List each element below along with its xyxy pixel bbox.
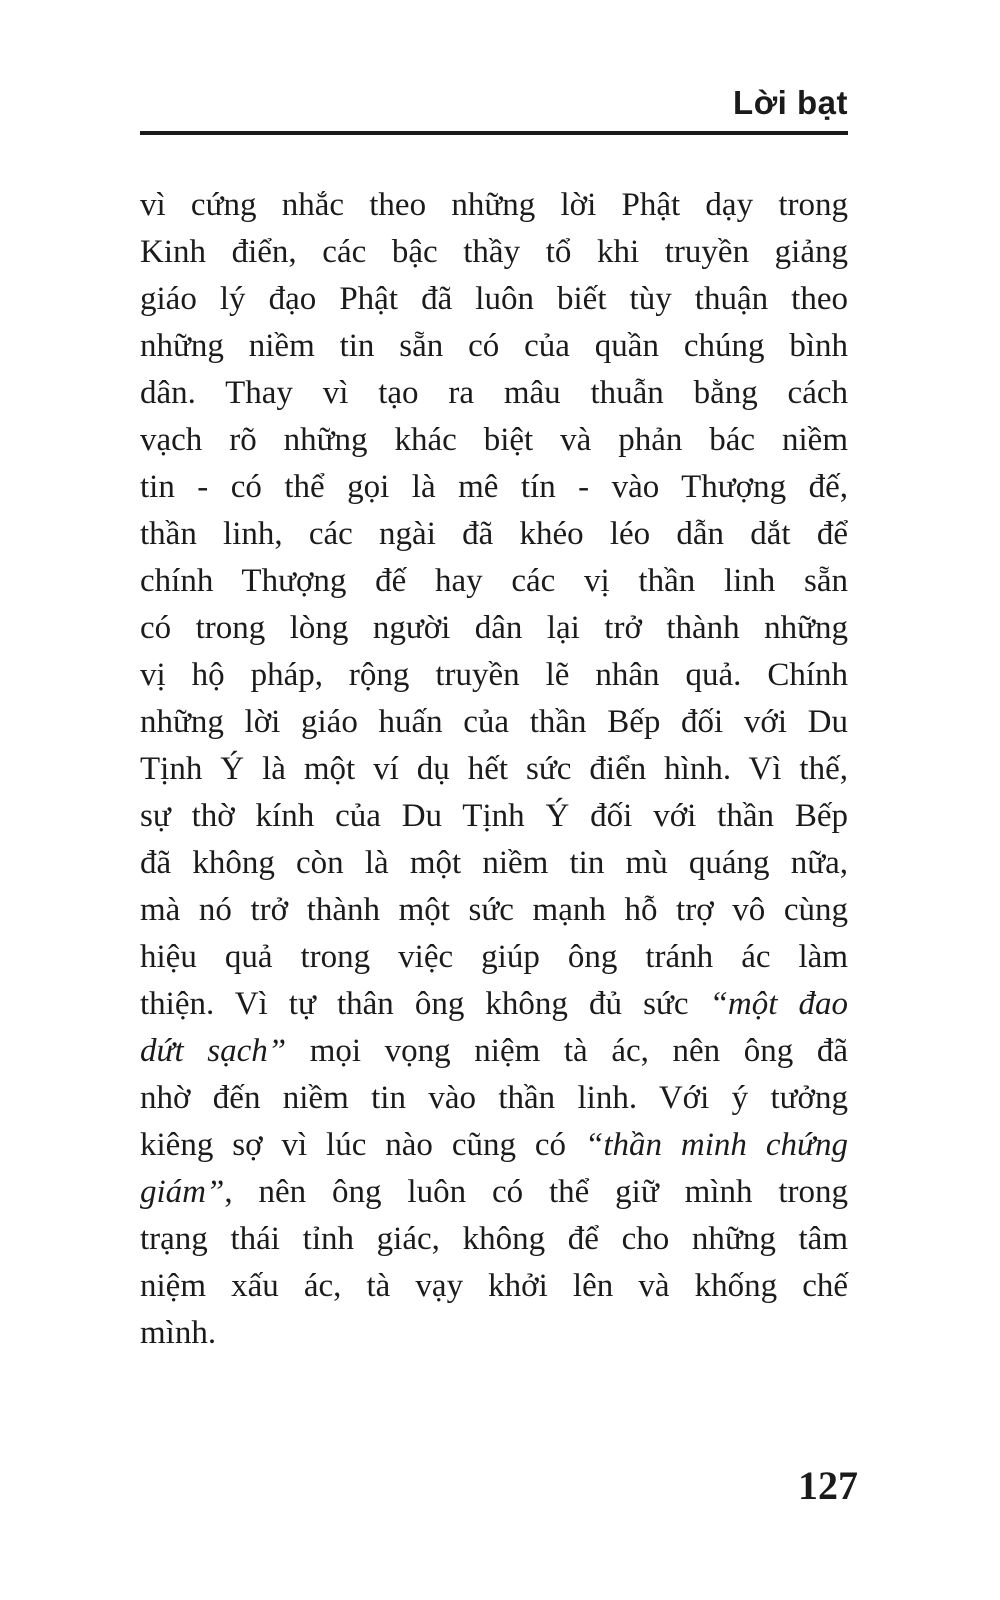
text-line	[140, 1169, 848, 1216]
text-segment: giáo lý đạo Phật đã luôn biết tùy thuận theo	[140, 281, 848, 317]
text-segment: những lời giáo huấn của thần Bếp đối với Du	[140, 704, 848, 740]
text-line	[140, 746, 848, 793]
text-segment: vì cứng nhắc theo những lời Phật dạy trong	[140, 187, 848, 223]
body-text	[140, 182, 848, 1357]
text-segment-italic: dứt sạch”	[140, 1033, 287, 1069]
text-segment: dân. Thay vì tạo ra mâu thuẫn bằng cách	[140, 375, 848, 411]
text-segment: trạng thái tỉnh giác, không để cho những tâm	[140, 1221, 848, 1257]
text-line	[140, 370, 848, 417]
text-segment-italic: “một đao	[709, 986, 848, 1022]
text-line	[140, 934, 848, 981]
text-segment: thần linh, các ngài đã khéo léo dẫn dắt để	[140, 516, 848, 552]
text-line	[140, 793, 848, 840]
text-segment: Kinh điển, các bậc thầy tổ khi truyền giảng	[140, 234, 848, 270]
text-segment: , nên ông luôn có thể giữ mình trong	[224, 1174, 848, 1210]
text-segment: thiện. Vì tự thân ông không đủ sức	[140, 986, 710, 1022]
text-segment: Tịnh Ý là một ví dụ hết sức điển hình. Vì thế,	[140, 751, 848, 787]
text-line	[140, 1310, 848, 1357]
text-line	[140, 558, 848, 605]
text-line	[140, 605, 848, 652]
header-rule	[140, 131, 848, 135]
text-line	[140, 276, 848, 323]
text-line	[140, 699, 848, 746]
text-segment: tin - có thể gọi là mê tín - vào Thượng đế,	[140, 469, 848, 505]
text-line	[140, 229, 848, 276]
text-segment: đã không còn là một niềm tin mù quáng nữa,	[140, 845, 848, 881]
text-line	[140, 323, 848, 370]
text-segment: kiêng sợ vì lúc nào cũng có	[140, 1127, 585, 1163]
text-line	[140, 1216, 848, 1263]
text-line	[140, 511, 848, 558]
text-segment: mọi vọng niệm tà ác, nên ông đã	[286, 1033, 848, 1069]
text-line	[140, 1075, 848, 1122]
running-head-title: Lời bạt	[733, 84, 848, 121]
text-line	[140, 1122, 848, 1169]
text-segment: những niềm tin sẵn có của quần chúng bình	[140, 328, 848, 364]
text-segment: vạch rõ những khác biệt và phản bác niềm	[140, 422, 848, 458]
text-line	[140, 981, 848, 1028]
text-segment-italic: “thần minh chứng	[584, 1127, 848, 1163]
text-segment: mình.	[140, 1315, 217, 1351]
text-line	[140, 464, 848, 511]
text-segment: niệm xấu ác, tà vạy khởi lên và khống chế	[140, 1268, 848, 1304]
text-line	[140, 652, 848, 699]
text-segment: có trong lòng người dân lại trở thành những	[140, 610, 848, 646]
text-segment: mà nó trở thành một sức mạnh hỗ trợ vô cùng	[140, 892, 848, 928]
text-line	[140, 840, 848, 887]
text-segment-italic: giám”	[140, 1174, 225, 1210]
text-segment: sự thờ kính của Du Tịnh Ý đối với thần Bếp	[140, 798, 848, 834]
text-segment: chính Thượng đế hay các vị thần linh sẵn	[140, 563, 848, 599]
text-line	[140, 182, 848, 229]
text-segment: nhờ đến niềm tin vào thần linh. Với ý tưởng	[140, 1080, 848, 1116]
text-line	[140, 887, 848, 934]
text-segment: hiệu quả trong việc giúp ông tránh ác làm	[140, 939, 848, 975]
page-number: 127	[798, 1463, 858, 1508]
text-line	[140, 417, 848, 464]
text-segment: vị hộ pháp, rộng truyền lẽ nhân quả. Chính	[140, 657, 848, 693]
text-line	[140, 1028, 848, 1075]
text-line	[140, 1263, 848, 1310]
